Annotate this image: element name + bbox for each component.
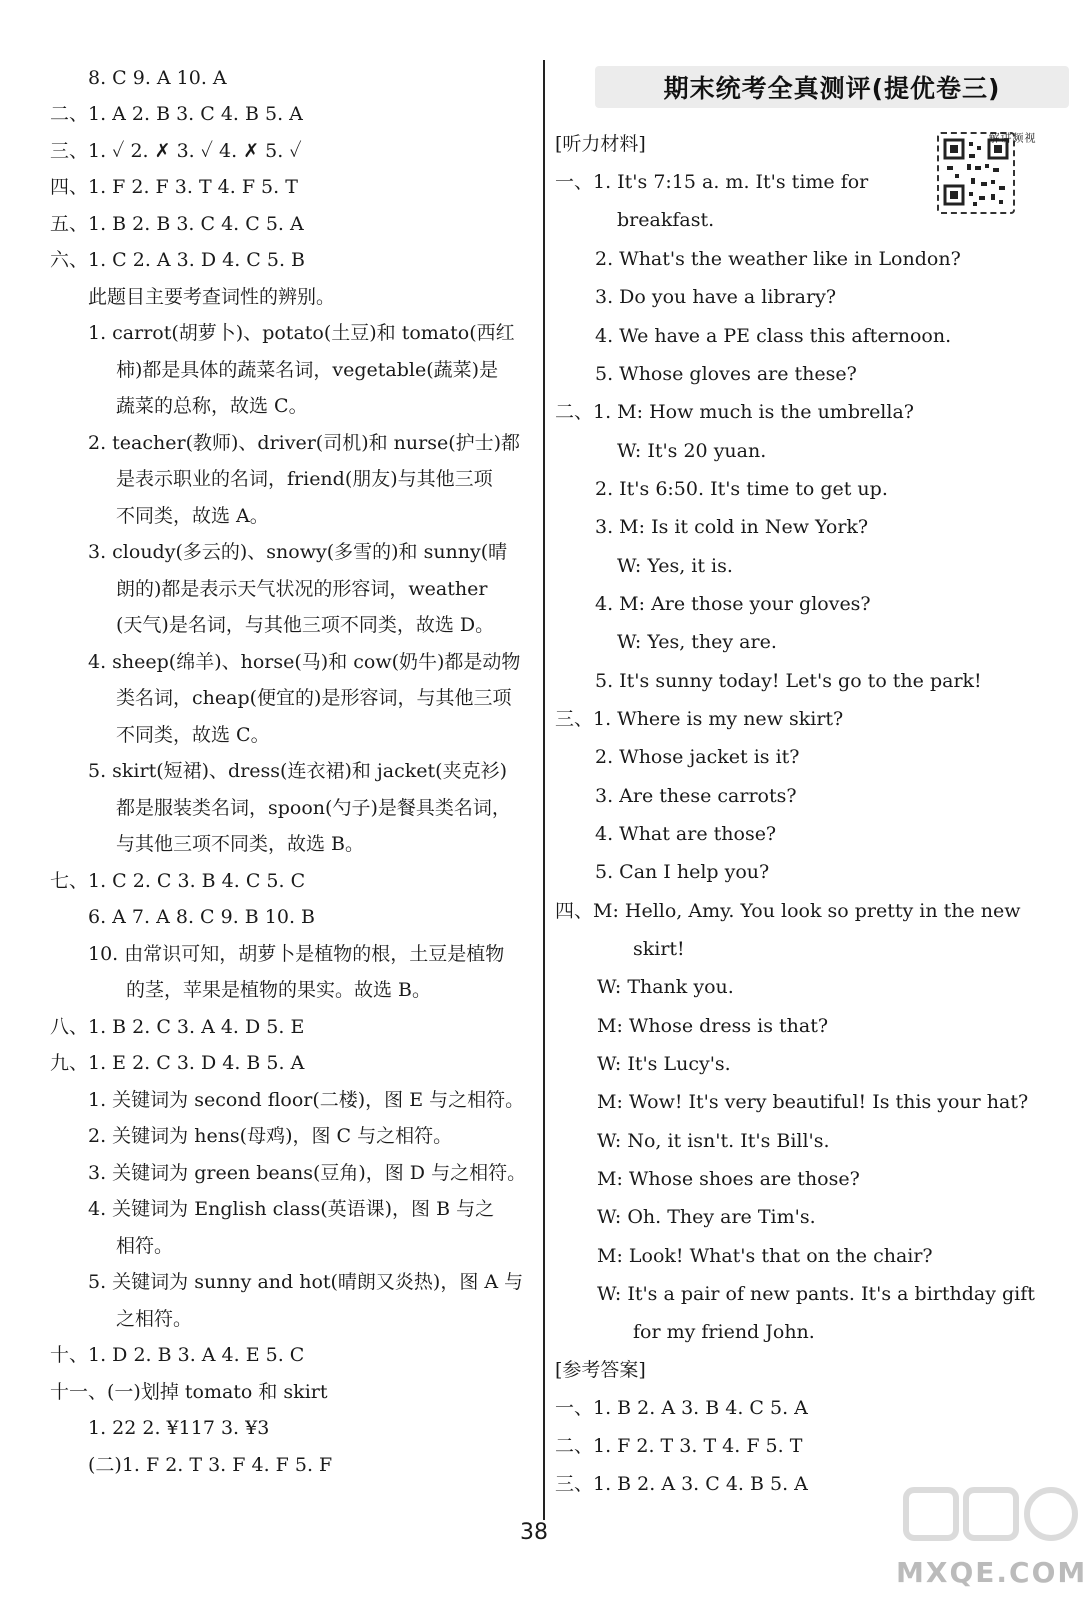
left-line: 相符。 [116, 1235, 174, 1257]
left-line: 2. 关键词为 hens(母鸡)，图 C 与之相符。 [88, 1125, 453, 1147]
left-line: 此题目主要考查词性的辨别。 [88, 286, 336, 308]
right-line: M: Whose shoes are those? [597, 1168, 860, 1190]
section-title: 期末统考全真测评(提优卷三) [595, 66, 1069, 108]
right-line: skirt! [633, 938, 685, 960]
left-line: 蔬菜的总称，故选 C。 [116, 395, 308, 417]
left-line: 之相符。 [116, 1308, 193, 1330]
left-line: 与其他三项不同类，故选 B。 [116, 833, 365, 855]
right-line: for my friend John. [633, 1321, 815, 1343]
left-line: 柿)都是具体的蔬菜名词，vegetable(蔬菜)是 [116, 359, 499, 381]
right-line: W: Oh. They are Tim's. [597, 1206, 816, 1228]
right-line: W: It's 20 yuan. [617, 440, 767, 462]
left-line: 3. cloudy(多云的)、snowy(多雪的)和 sunny(晴 [88, 541, 508, 563]
right-line: M: Look! What's that on the chair? [597, 1245, 933, 1267]
right-line: 2. Whose jacket is it? [595, 746, 800, 768]
right-line: M: Whose dress is that? [597, 1015, 829, 1037]
left-line: 4. sheep(绵羊)、horse(马)和 cow(奶牛)都是动物 [88, 651, 521, 673]
right-line: 一、1. It's 7:15 a. m. It's time for [555, 171, 869, 193]
right-line: W: No, it isn't. It's Bill's. [597, 1130, 830, 1152]
left-line: 朗的)都是表示天气状况的形容词，weather [116, 578, 488, 600]
right-line: 3. M: Is it cold in New York? [595, 516, 869, 538]
left-line: 4. 关键词为 English class(英语课)，图 B 与之 [88, 1198, 495, 1220]
left-line: (天气)是名词，与其他三项不同类，故选 D。 [116, 614, 495, 636]
watermark-text: MXQE.COM [896, 1556, 1088, 1589]
page-number: 38 [520, 1520, 548, 1545]
right-line: 2. It's 6:50. It's time to get up. [595, 478, 888, 500]
right-line: breakfast. [617, 209, 715, 231]
right-line: W: Yes, they are. [617, 631, 777, 653]
left-line: 类名词，cheap(便宜的)是形容词，与其他三项 [116, 687, 512, 709]
left-line: 二、1. A 2. B 3. C 4. B 5. A [50, 103, 303, 125]
right-line: 4. What are those? [595, 823, 777, 845]
left-line: 七、1. C 2. C 3. B 4. C 5. C [50, 870, 306, 892]
left-line: 不同类，故选 A。 [116, 505, 269, 527]
left-line: 十、1. D 2. B 3. A 4. E 5. C [50, 1344, 305, 1366]
right-line: 5. Can I help you? [595, 861, 770, 883]
left-line: 10. 由常识可知，胡萝卜是植物的根，土豆是植物 [88, 943, 505, 965]
left-line: 5. skirt(短裙)、dress(连衣裙)和 jacket(夹克衫) [88, 760, 507, 782]
right-line: W: It's a pair of new pants. It's a birthday gift [597, 1283, 1035, 1305]
left-line: 都是服装类名词，spoon(勺子)是餐具类名词， [116, 797, 511, 819]
right-line: W: It's Lucy's. [597, 1053, 731, 1075]
left-line: 2. teacher(教师)、driver(司机)和 nurse(护士)都 [88, 432, 521, 454]
left-line: 3. 关键词为 green beans(豆角)，图 D 与之相符。 [88, 1162, 527, 1184]
left-line: 的茎，苹果是植物的果实。故选 B。 [126, 979, 432, 1001]
right-line: 3. Are these carrots? [595, 785, 797, 807]
right-line: 一、1. B 2. A 3. B 4. C 5. A [555, 1397, 808, 1419]
qr-caption: 视频讲解 [987, 132, 1036, 143]
left-line: 八、1. B 2. C 3. A 4. D 5. E [50, 1016, 305, 1038]
qr-code-icon [939, 134, 1013, 212]
left-line: 四、1. F 2. F 3. T 4. F 5. T [50, 176, 298, 198]
left-line: 1. 关键词为 second floor(二楼)，图 E 与之相符。 [88, 1089, 525, 1111]
right-line: 二、1. M: How much is the umbrella? [555, 401, 914, 423]
right-line: 3. Do you have a library? [595, 286, 837, 308]
right-line: 三、1. Where is my new skirt? [555, 708, 844, 730]
right-line: [参考答案] [555, 1359, 646, 1381]
right-line: 四、M: Hello, Amy. You look so pretty in the new [555, 900, 1021, 922]
right-line: 2. What's the weather like in London? [595, 248, 961, 270]
right-line: 二、1. F 2. T 3. T 4. F 5. T [555, 1435, 803, 1457]
left-line: (二)1. F 2. T 3. F 4. F 5. F [88, 1454, 333, 1476]
right-line: W: Yes, it is. [617, 555, 733, 577]
left-line: 1. carrot(胡萝卜)、potato(土豆)和 tomato(西红 [88, 322, 515, 344]
left-line: 5. 关键词为 sunny and hot(晴朗又炎热)，图 A 与 [88, 1271, 524, 1293]
right-line: 5. Whose gloves are these? [595, 363, 857, 385]
right-line: M: Wow! It's very beautiful! Is this your hat? [597, 1091, 1029, 1113]
left-line: 五、1. B 2. B 3. C 4. C 5. A [50, 213, 304, 235]
left-line: 十一、(一)划掉 tomato 和 skirt [50, 1381, 328, 1403]
left-line: 不同类，故选 C。 [116, 724, 270, 746]
left-line: 1. 22 2. ¥117 3. ¥3 [88, 1417, 270, 1439]
left-line: 九、1. E 2. C 3. D 4. B 5. A [50, 1052, 305, 1074]
right-line: 5. It's sunny today! Let's go to the park! [595, 670, 982, 692]
left-line: 三、1. ✓ 2. ✗ 3. ✓ 4. ✗ 5. ✓ [50, 140, 302, 162]
left-line: 6. A 7. A 8. C 9. B 10. B [88, 906, 315, 928]
right-line: 4. We have a PE class this afternoon. [595, 325, 952, 347]
left-line: 8. C 9. A 10. A [88, 67, 227, 89]
right-line: W: Thank you. [597, 976, 734, 998]
left-line: 六、1. C 2. A 3. D 4. C 5. B [50, 249, 305, 271]
column-divider [543, 60, 545, 1520]
qr-code[interactable] [937, 132, 1015, 214]
right-line: 三、1. B 2. A 3. C 4. B 5. A [555, 1473, 808, 1495]
left-line: 是表示职业的名词，friend(朋友)与其他三项 [116, 468, 493, 490]
right-line: 4. M: Are those your gloves? [595, 593, 871, 615]
right-line: [听力材料] [555, 133, 646, 155]
